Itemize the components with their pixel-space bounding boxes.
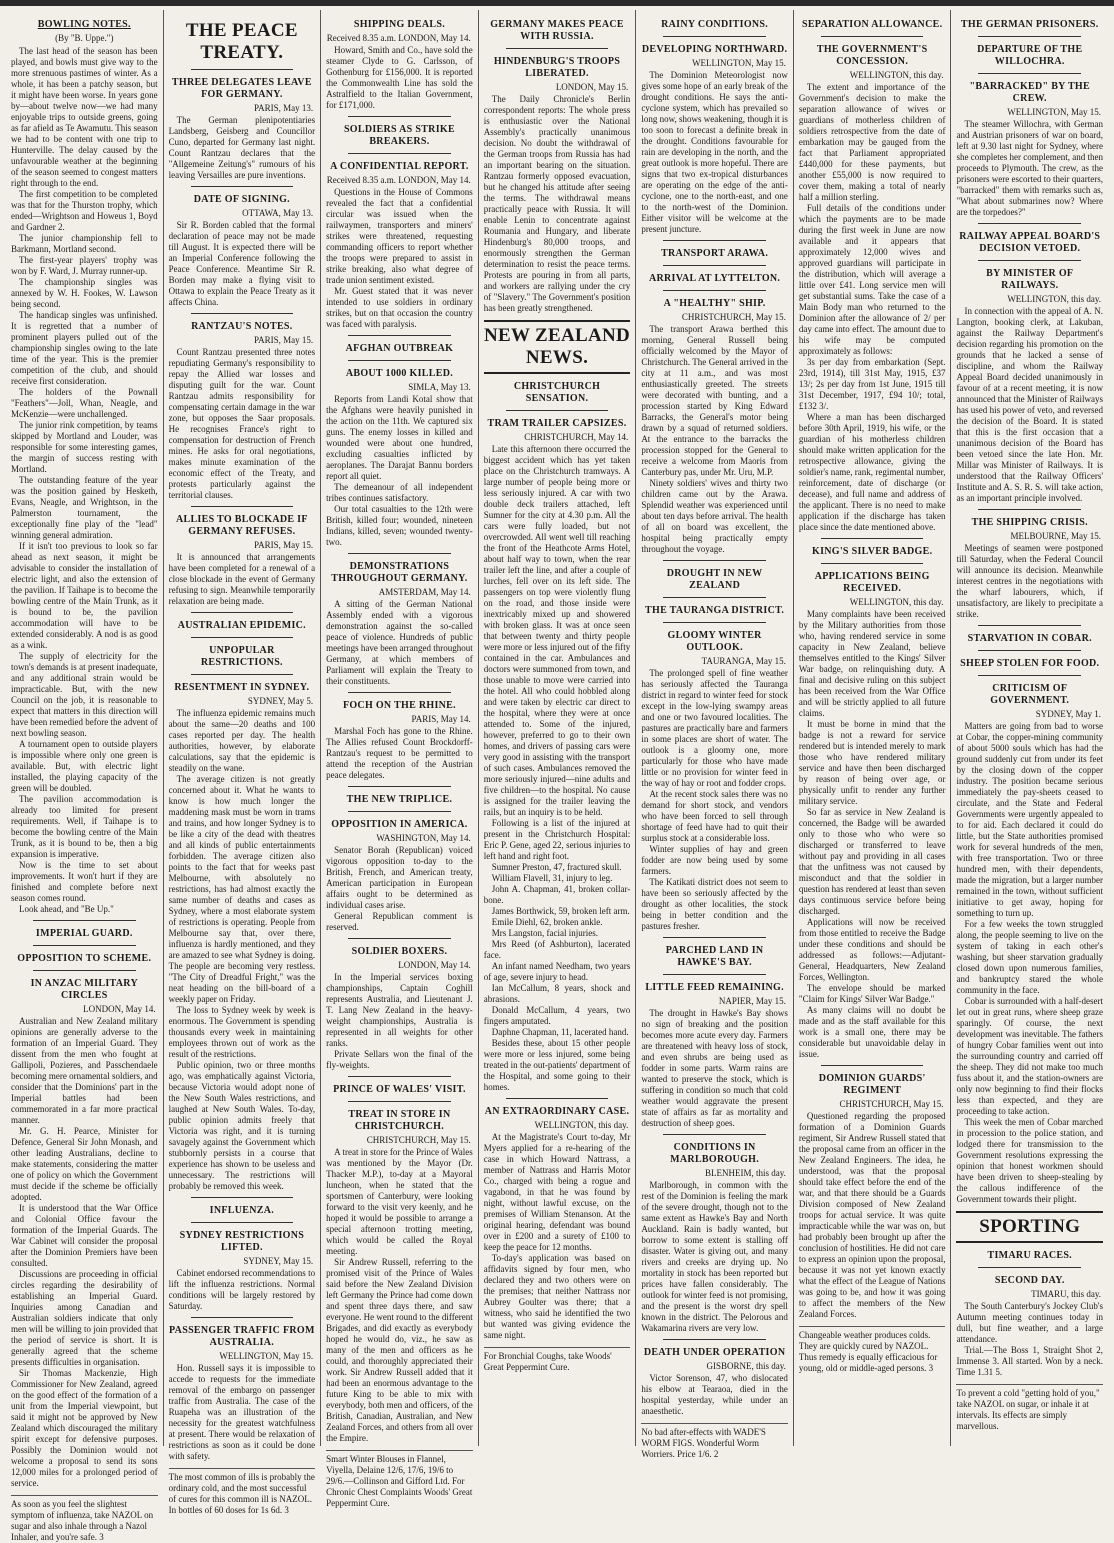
article-paragraph: The first-year players' trophy was won by F. Ward, J. Murray runner-up. bbox=[11, 255, 158, 276]
article-paragraph: The holders of the Pownall "Feathers"—Joll, Whan, Neagle, and McKenzie—were unchallenged. bbox=[11, 387, 158, 419]
divider bbox=[348, 786, 451, 787]
dateline: GISBORNE, this day. bbox=[706, 1361, 786, 1371]
divider bbox=[348, 360, 451, 361]
article-paragraph: James Borthwick, 59, broken left arm. bbox=[491, 906, 630, 916]
divider bbox=[191, 674, 294, 675]
headline: OPPOSITION IN AMERICA. bbox=[331, 819, 468, 830]
article-paragraph: Meetings of seamen were postponed till Saturday, when the Federal Council will announce its decision. Meanwhile interest centres in the negotiations with the wharf labourers, which, if unsatisfactory, are likely to precipitate a strike. bbox=[956, 543, 1104, 619]
article-paragraph: Donald McCallum, 4 years, two fingers amputated. bbox=[483, 1005, 631, 1026]
headline: APPLICATIONS BEING RECEIVED. bbox=[814, 571, 930, 594]
headline: TRAM TRAILER CAPSIZES. bbox=[487, 418, 627, 429]
divider bbox=[978, 223, 1081, 224]
article-paragraph: Applications will now be received from those entitled to receive the Badge under these conditions and should be addressed as follows:—Adjutant-General, Headquarters, New Zealand Forces, Wellington. bbox=[798, 917, 946, 982]
headline: RESENTMENT IN SYDNEY. bbox=[174, 682, 310, 693]
article-paragraph: The loss to Sydney week by week is enormous. The Government is spending thousands every week in maintaining employees thrown out of work as the result of the restrictions. bbox=[168, 1005, 316, 1059]
article-paragraph: Daphne Chapman, 11, lacerated hand. bbox=[491, 1027, 629, 1037]
divider bbox=[191, 313, 294, 314]
column-7 bbox=[951, 10, 1108, 1446]
dateline: WELLINGTON, May 15. bbox=[219, 1351, 314, 1361]
divider bbox=[663, 1134, 766, 1135]
article-paragraph: It is understood that the War Office and Colonial Office favour the formation of the Imperial Guards. The War Cabinet will consider the proposal after the Dominion Premiers have been consulted. bbox=[11, 1203, 158, 1268]
divider bbox=[348, 553, 451, 554]
divider bbox=[191, 506, 294, 507]
dateline: CHRISTCHURCH, May 15. bbox=[839, 1099, 944, 1109]
dateline: WELLINGTON, this day. bbox=[849, 70, 944, 80]
divider bbox=[663, 265, 766, 266]
headline: AUSTRALIAN EPIDEMIC. bbox=[177, 620, 306, 631]
article-paragraph: Trial.—The Boss 1, Straight Shot 2, Immense 3. All started. Won by a neck. Time 1.31 5. bbox=[956, 1345, 1104, 1377]
divider bbox=[348, 811, 451, 812]
divider bbox=[506, 48, 609, 49]
article-paragraph: Emile Diehl, 62, broken ankle. bbox=[491, 917, 603, 927]
divider bbox=[33, 920, 136, 921]
dateline: CHRISTCHURCH, May 14. bbox=[524, 432, 629, 442]
article-paragraph: At the Magistrate's Court to-day, Mr Myers applied for a re-hearing of the case in which Howard Nattrass, a member of Nattrass and Harris Motor Co., charged with being a rogue and vagabond, in that he was found by night, without lawful excuse, on the premises of William Stenanson. At the original hearing, defendant was bound over in £200 and a surety of £100 to keep the peace for 12 months. bbox=[483, 1132, 631, 1252]
dateline: AMSTERDAM, May 14. bbox=[378, 587, 471, 597]
section-banner bbox=[484, 320, 631, 374]
dateline: OTTAWA, May 13. bbox=[242, 208, 314, 218]
headline: ABOUT 1000 KILLED. bbox=[345, 368, 454, 379]
article-paragraph: The last head of the season has been played, and bowls must give way to the more strenuous pastimes of winter. As a whole, it has been a patchy season, but it might have been worse. In years gone by—about twelve now—we had many enjoyable trips to outside greens, going as far afield as Te Awamutu. This season we had to be content with one trip to Hunterville. The delay caused by the unfavourable weather at the beginning of the season seemed to congest matters right through to the end. bbox=[11, 46, 158, 188]
headline: SHEEP STOLEN FOR FOOD. bbox=[960, 658, 1100, 669]
column-1 bbox=[6, 10, 164, 1542]
article-paragraph: The Daily Chronicle's Berlin correspondent reports: The whole press is enthusiastic over the National Assembly's practically unanimous decision. No doubt the withdrawal of the German troops from Russia has had an important bearing on the situation. Rantzau formerly opposed evacuation, but he changed his attitude after seeing the terms. The withdrawal means practically peace with Russia. It will enable Lenin to concentrate against Roumania and Hungary, and liberate Hindenburg's 80,000 troops, and enormously strengthen the German determination to resist the peace terms. Protests are pouring in from all parts, and workers are rallying under the cry of "Slavery." The Government's position has been greatly strengthened. bbox=[483, 94, 631, 313]
article-paragraph: The pavilion accommodation is already too limited for present requirements. Well, if Taihape is to become the bowling centre of the Main Trunk, as it is bound to be, then a big expansion is imperative. bbox=[11, 794, 158, 859]
article-paragraph: Look ahead, and "Be Up." bbox=[19, 904, 114, 914]
headline: PASSENGER TRAFFIC FROM AUSTRALIA. bbox=[169, 1325, 315, 1348]
headline: RAINY CONDITIONS. bbox=[661, 19, 769, 30]
article-paragraph: Questions in the House of Commons revealed the fact that a confidential circular was issued when the railwaymen, transporters and miners' strikes were threatened, requesting commanding officers to report whether the troops were prepared to assist in strike breaking, also what degree of trade union sentiment existed. bbox=[326, 187, 473, 285]
divider bbox=[978, 650, 1081, 651]
article-paragraph: Mr. G. H. Pearce, Minister for Defence, General Sir John Monash, and other leading Australians, decline to make statements, considering the matter one of policy on which the Government must decide if the scheme be officially adopted. bbox=[11, 1126, 158, 1202]
headline: CHRISTCHURCH SENSATION. bbox=[513, 381, 601, 404]
dateline: SIMLA, May 13. bbox=[408, 382, 471, 392]
column-5 bbox=[636, 10, 794, 1459]
dateline: WELLINGTON, this day. bbox=[534, 1120, 629, 1130]
headline: SYDNEY RESTRICTIONS LIFTED. bbox=[179, 1230, 305, 1253]
dateline: PARIS, May 14. bbox=[411, 714, 471, 724]
divider bbox=[348, 1076, 451, 1077]
divider bbox=[191, 1222, 294, 1223]
headline: SHIPPING DEALS. bbox=[353, 19, 446, 30]
headline: DEPARTURE OF THE WILLOCHRA. bbox=[977, 44, 1083, 67]
divider bbox=[191, 186, 294, 187]
dateline: Received 8.35 a.m. LONDON, May 14. bbox=[326, 175, 471, 185]
headline: THE PEACE TREATY. bbox=[185, 20, 298, 63]
dateline: LONDON, May 15. bbox=[555, 82, 629, 92]
headline: LITTLE FEED REMAINING. bbox=[645, 982, 784, 993]
byline: (By "B. Uppe.") bbox=[55, 33, 114, 43]
article-paragraph: In connection with the appeal of A. N. Langton, booking clerk, at Lakuban, against the Railway Department's decision regarding his promotion on the grounds that he lacked a sense of discipline, and whom the Railway Appeal Board decided unanimously in favour of at a recent meeting, it is now announced that the Minister of Railways has used his power of veto, and reversed the decision of the Board. It is stated that this is the first occasion that a unanimous decision of the Board has been vetoed since the late Hon. Mr. Millar was Minister of Railways. It is understood that the Railway Officers' Institute and A. S. R. S. will take action, as an important principle involved. bbox=[956, 306, 1104, 503]
dateline: WELLINGTON, this day. bbox=[1007, 294, 1102, 304]
article-paragraph: Sir Thomas Mackenzie, High Commissioner for New Zealand, agreed on the good effect of the formation of a unit from the Imperial viewpoint, but said it might not be approved by New Zealand which discouraged the military spirit except for defensive purposes. Possibly the Dominion would not welcome a proposal to send its sons 12,000 miles for a prolonged period of service. bbox=[11, 1368, 158, 1488]
article-paragraph: So far as service in New Zealand is concerned, the Badge will be awarded only to those who who were so discharged or transferred to leave without pay and providing in all cases that the unfitness was not caused by misconduct and that the soldier in question has rendered at least than seven days continuous service before being discharged. bbox=[798, 807, 946, 916]
article-paragraph: Mrs Langston, facial injuries. bbox=[491, 928, 598, 938]
divider bbox=[348, 692, 451, 693]
headline: A CONFIDENTIAL REPORT. bbox=[330, 161, 469, 172]
column-4 bbox=[479, 10, 637, 1446]
article-paragraph: Winter supplies of hay and green fodder are now being used by some farmers. bbox=[641, 844, 788, 876]
article-paragraph: Sir R. Borden cabled that the formal declaration of peace may not be made till August. It is expected there will be an Imperial Conference following the Peace Conference. Meantime Sir R. Borden may make a flying visit to Ottawa to explain the Peace Treaty as it affects China. bbox=[168, 220, 316, 307]
article-paragraph: The envelope should be marked "Claim for Kings' Silver War Badge." bbox=[798, 983, 946, 1004]
divider bbox=[506, 410, 609, 411]
headline: STARVATION IN COBAR. bbox=[967, 633, 1092, 644]
divider bbox=[663, 290, 766, 291]
article-paragraph: Senator Borah (Republican) voiced vigorous opposition to-day to the British, French, and American treaty, American participation in European affairs ought to be determined as individual cases arise. bbox=[326, 845, 473, 910]
divider bbox=[348, 153, 451, 154]
headline: TIMARU RACES. bbox=[987, 1250, 1072, 1261]
divider bbox=[663, 622, 766, 623]
divider bbox=[33, 945, 136, 946]
article-paragraph: Mrs Reed (of Ashburton), lacerated face. bbox=[483, 939, 631, 960]
divider bbox=[663, 36, 766, 37]
column-2 bbox=[164, 10, 322, 1515]
headline: "BARRACKED" BY THE CREW. bbox=[969, 81, 1090, 104]
article-paragraph: It is announced that arrangements have been completed for a renewal of a close blockade in the event of Germany refusing to sign. Meanwhile temporarily relaxation are being made. bbox=[168, 552, 316, 606]
article-paragraph: Questioned regarding the proposed formation of a Dominion Guards regiment, Sir Andrew Russell stated that the proposal came from an officer in the New Zealand Engineers. The idea, he understood, was that the proposal should take effect before the end of the war, and that there should be a Guards Division composed of New Zealand troops for actual service. It was quite impracticable while the war was on, but had probably been brought up after the conclusion of hostilities. He did not care to express an opinion upon the proposal, because it was not yet known exactly what the effect of the League of Nations was going to be, and how it was going to affect the members of the New Zealand Forces. bbox=[798, 1111, 946, 1319]
headline: CONDITIONS IN MARLBOROUGH. bbox=[670, 1142, 760, 1165]
headline: DEVELOPING NORTHWARD. bbox=[641, 44, 788, 55]
headline: PARCHED LAND IN HAWKE'S BAY. bbox=[665, 945, 764, 968]
article-paragraph: Howard, Smith and Co., have sold the steamer Clyde to G. Carlsson, of Gothenburg for £156,000. It is reported the Commonwealth Line has sold the Astralfield to the Italian Government, for £171,000. bbox=[326, 45, 473, 110]
advertisement: Smart Winter Blouses in Flannel, Viyella, Delaine 12/6, 17/6, 19/6 to 29/6.—Collinson and Gifford Ltd. For Chronic Chest Complaints Woods' Great Peppermint Cure. bbox=[326, 1450, 473, 1509]
headline: THE GERMAN PRISONERS. bbox=[960, 19, 1099, 30]
article-paragraph: Matters are going from bad to worse at Cobar, the copper-mining community of about 5000 souls which has had the ground suddenly cut from under its feet by the closing down of the copper industry. The position became serious immediately the pay-sheets ceased to circulate, and the State and Federal Governments were urgently appealed to to for aid. Each declared it could do little, but the State authorities promised work for several hundreds of the men, with free transportation. Two or three hundred men, with their dependents, made the migration, but a larger number remained in the town, without sufficient initiative to get away, hoping for something to turn up. bbox=[956, 721, 1104, 918]
divider bbox=[348, 116, 451, 117]
divider bbox=[506, 1098, 609, 1099]
article-paragraph: The German plenipotentiaries Landsberg, Geisberg and Councillor Cuno, departed for Germany last night. Count Rantzau declares that the "Allgemeine Zeitung's" rumours of his leaving Versailles are pure inventions. bbox=[168, 115, 316, 180]
divider bbox=[978, 36, 1081, 37]
article-paragraph: Besides these, about 15 other people were more or less injured, some being treated in the out-patients' department of the Hospital, and some going to their homes. bbox=[483, 1038, 631, 1092]
article-paragraph: Ninety soldiers' wives and thirty two children came out by the Arawa. Splendid weather was experienced until about ten days before arrival. The health of all on board was excellent, the hospital being practically empty throughout the voyage. bbox=[641, 478, 788, 554]
article-paragraph: Mr. Guest stated that it was never intended to use soldiers in ordinary strikes, but on that occasion the country was faced with paralysis. bbox=[326, 286, 473, 329]
headline: PRINCE OF WALES' VISIT. bbox=[333, 1084, 466, 1095]
article-paragraph: The average citizen is not greatly concerned about it. What he wants to know is how much longer the maddening mask must be worn in trams and trains, and how longer Sydney is to be like a city of the dead with theatres and all kinds of public entertainments forbidden. The average citizen also points to the fact that for weeks past Melbourne, with absolutely no restrictions, has had almost exactly the same number of deaths and cases as Sydney, where a most elaborate system of restrictions is operating. People from Melbourne say that, over there, influenza is hardly mentioned, and they are amazed to see what Sydney is doing. The people are becoming very restless. "The City of Dreadful Fright," was the neat heading on the bill-board of a weekly paper on Friday. bbox=[168, 774, 316, 1004]
headline: THREE DELEGATES LEAVE FOR GERMANY. bbox=[171, 77, 312, 100]
headline: SOLDIER BOXERS. bbox=[351, 946, 448, 957]
article-paragraph: Marshal Foch has gone to the Rhine. The Allies refused Count Brockdorff-Rantzau's request to be permitted to attend the reception of the Austrian peace delegates. bbox=[326, 726, 473, 780]
divider bbox=[821, 1065, 924, 1066]
headline: BY MINISTER OF RAILWAYS. bbox=[986, 268, 1074, 291]
headline: KING'S SILVER BADGE. bbox=[811, 546, 933, 557]
divider bbox=[33, 970, 136, 971]
headline: RANTZAU'S NOTES. bbox=[191, 321, 293, 332]
article-paragraph: It must be borne in mind that the badge is not a reward for service rendered but is intended merely to mark those who have rendered military service and have then been discharged by reason of being over age, or physically unfit to render any further military service. bbox=[798, 719, 946, 806]
article-paragraph: For a few weeks the town struggled along, the people seeming to live on the system of taking in each other's washing, but sheer starvation gradually closed down upon numerous families, and bankruptcy stared the whole community in the face. bbox=[956, 919, 1104, 995]
divider bbox=[663, 560, 766, 561]
article-paragraph: Hon. Russell says it is impossible to accede to requests for the immediate removal of the embargo on passenger traffic from Australia. The case of the Ruapeha was an illustration of the necessity for the greatest watchfulness at present. There would be relaxation of restrictions as soon as it could be done with safety. bbox=[168, 1363, 316, 1461]
divider bbox=[978, 1267, 1081, 1268]
headline: GERMANY MAKES PEACE WITH RUSSIA. bbox=[490, 19, 624, 42]
headline: THE TAURANGA DISTRICT. bbox=[645, 605, 785, 616]
headline: OPPOSITION TO SCHEME. bbox=[17, 953, 152, 964]
article-paragraph: The drought in Hawke's Bay shows no sign of breaking and the position becomes more acute every day. Farmers are threatened with heavy loss of stock, and even shrubs are being used as fodder in some parts. Warm rains are wanted to preserve the stock, which is suffering in condition so much that cold weather would aggravate the present state of affairs as far as mortality and destruction of sheep goes. bbox=[641, 1008, 788, 1128]
headline: RAILWAY APPEAL BOARD'S DECISION VETOED. bbox=[959, 231, 1101, 254]
headline: HINDENBURG'S TROOPS LIBERATED. bbox=[493, 56, 621, 79]
article-paragraph: The junior rink competition, by teams skipped by Mortland and Louder, was responsible for some interesting games, the margin of success resting with Mortland. bbox=[11, 420, 158, 474]
article-paragraph: To-day's application was based on affidavits signed by four men, who declared they and two others were on the premises; that neither Nattrass nor Aubrey Goulter was there; that a witness, who said he identified the two but wanted was giving evidence the same night. bbox=[483, 1253, 631, 1340]
divider bbox=[191, 1317, 294, 1318]
headline: ARRIVAL AT LYTTELTON. bbox=[648, 273, 781, 284]
advertisement: As soon as you feel the slightest symptom of influenza, take NAZOL on sugar and also inhale through a Nazol Inhaler, and you're safe. 3 bbox=[11, 1495, 158, 1543]
section-title: SPORTING bbox=[979, 1216, 1081, 1237]
dateline: SYDNEY, May 15. bbox=[243, 1256, 314, 1266]
article-paragraph: At the recent stock sales there was no demand for short stock, and vendors who have been forced to sell through shortage of feed have had to quit their surplus stock at a considerable loss. bbox=[641, 789, 788, 843]
divider bbox=[348, 335, 451, 336]
article-paragraph: The handicap singles was unfinished. It is regretted that a number of prominent players pulled out of the championship singles owing to the late time of the year. This is the premier competition of the club, and should receive first consideration. bbox=[11, 310, 158, 386]
headline: A "HEALTHY" SHIP. bbox=[663, 298, 766, 309]
headline: IMPERIAL GUARD. bbox=[35, 928, 133, 939]
article-paragraph: Sir Andrew Russell, referring to the promised visit of the Prince of Wales said before the New Zealand Division left Germany the Prince had come down and spent three days there, and saw everyone. He went round to the different Brigades, and did exactly as everybody hoped he would do, viz., he saw as many of the men and officers as he could, and thoroughly appreciated their work. Sir Andrew Russell added that it had been an enormous advantage to the future King to be able to mix with everybody, both men and officers, of the British, Canadian, Australian, and New Zealand Forces, and others from all over the Empire. bbox=[326, 1257, 473, 1443]
headline: ALLIES TO BLOCKADE IF GERMANY REFUSES. bbox=[175, 514, 308, 537]
dateline: Received 8.35 a.m. LONDON, May 14. bbox=[326, 33, 471, 43]
article-paragraph: The championship singles was annexed by W. H. Fookes, W. Lawson being second. bbox=[11, 277, 158, 309]
dateline: CHRISTCHURCH, May 15. bbox=[366, 1135, 471, 1145]
headline: DROUGHT IN NEW ZEALAND bbox=[666, 568, 763, 591]
headline: THE GOVERNMENT'S CONCESSION. bbox=[816, 44, 928, 67]
divider bbox=[191, 637, 294, 638]
headline: DOMINION GUARDS' REGIMENT bbox=[818, 1073, 926, 1096]
headline: IN ANZAC MILITARY CIRCLES bbox=[30, 978, 138, 1001]
divider bbox=[978, 73, 1081, 74]
dateline: BLENHEIM, this day. bbox=[704, 1168, 786, 1178]
dateline: PARIS, May 15. bbox=[253, 540, 314, 550]
divider bbox=[978, 260, 1081, 261]
article-paragraph: Australian and New Zealand military opinions are generally adverse to the formation of an Imperial Guard. They dissent from the men who fought at Gallipoli, Pozieres, and Passchendaele becoming mere ornamental soldiers, and consider that the Dominions' part in the Imperial battles had been commemorated in a far more practical manner. bbox=[11, 1016, 158, 1125]
article-paragraph: The steamer Willochra, with German and Austrian prisoners of war on board, left at 9.30 last night for Sydney, where she completes her complement, and then proceeds to Plymouth. The crew, as the prisoners were escorted to their quarters, "barracked" them with remarks such as, "What about submarines now? Where are the torpedoes?" bbox=[956, 119, 1104, 217]
headline: DEATH UNDER OPERATION bbox=[643, 1347, 786, 1358]
article-paragraph: Our total casualties to the 12th were British, killed four; wounded, nineteen Indians, killed, seven; wounded twenty-two. bbox=[326, 504, 473, 547]
divider bbox=[978, 509, 1081, 510]
article-paragraph: Cobar is surrounded with a half-desert let out in great runs, where sheep graze sparingly. Of course, the next development was inevitable. The fathers of hungry Cobar families went out into the surrounding country and carried off the sheep. They did not make too much fuss about it, and the station-owners are only now beginning to find their flocks less than expected, and they are proceeding to take action. bbox=[956, 996, 1104, 1116]
article-paragraph: The junior championship fell to Barkmann, Mortland second. bbox=[11, 233, 158, 254]
headline: GLOOMY WINTER OUTLOOK. bbox=[667, 630, 762, 653]
advertisement: For Bronchial Coughs, take Woods' Great Peppermint Cure. bbox=[484, 1347, 631, 1373]
dateline: PARIS, May 15. bbox=[253, 335, 314, 345]
divider bbox=[821, 36, 924, 37]
article-paragraph: Private Sellars won the final of the fly-weights. bbox=[326, 1049, 473, 1070]
divider bbox=[191, 1197, 294, 1198]
dateline: SYDNEY, May 5. bbox=[247, 696, 314, 706]
advertisement: No bad after-effects with WADE'S WORM FIGS. Wonderful Worm Worriers. Price 1/6. 2 bbox=[641, 1423, 788, 1460]
article-paragraph: The Katikati district does not seem to have been so seriously affected by the drought as other localities, the stock being in better condition and the pastures fresher. bbox=[641, 877, 788, 931]
article-paragraph: Discussions are proceeding in official circles regarding the desirability of establishing an Imperial Guard. Inquiries among Canadian and Australian soldiers indicate that only men will be willing to join provided that the period of service is short. It is generally agreed that the scheme presents difficulties in organisation. bbox=[11, 1269, 158, 1367]
article-paragraph: 3s per day from embarkation (Sept. 23rd, 1914), till 31st May, 1915, £37 13/; 2s per day from 1st June, 1915 till 31st December, 1917, £94 10/; total, £132 3/. bbox=[798, 357, 946, 411]
dateline: SYDNEY, May 1. bbox=[1035, 709, 1102, 719]
article-paragraph: John A. Chapman, 41, broken collar-bone. bbox=[483, 884, 631, 905]
article-paragraph: A treat in store for the Prince of Wales was mentioned by the Mayor (Dr. Thacker M.P.), to-day at a Mayoral luncheon, when he stated that the sportsmen of Canterbury, were looking forward to the visit very keenly, and he hoped it would be possible to arrange a special afternoon trotting meeting, which would be called the Royal meeting. bbox=[326, 1147, 473, 1256]
dateline: MELBOURNE, May 15. bbox=[1010, 531, 1102, 541]
dateline: WELLINGTON, May 15. bbox=[1007, 107, 1102, 117]
article-paragraph: The transport Arawa berthed this morning, General Russell being officially welcomed by the Mayor of Christchurch. The General arrived in the city at 11 a.m., and was most enthusiastically greeted. The streets were decorated with bunting, and a procession started by King Edward Barracks, the General's motor being drawn by a squad of returned soldiers. At the entrance to the barracks the procession stopped for the General to receive a welcome from Maoris from Canterbury pas, under Mr. Uru, M.P. bbox=[641, 324, 788, 477]
divider bbox=[821, 538, 924, 539]
headline: DATE OF SIGNING. bbox=[193, 194, 290, 205]
headline: INFLUENZA. bbox=[209, 1205, 275, 1216]
section-title: NEW ZEALAND NEWS. bbox=[484, 325, 631, 368]
article-paragraph: The South Canterbury's Jockey Club's Autumn meeting continues today in dull, but fine weather, and a large attendance. bbox=[956, 1301, 1104, 1344]
divider bbox=[348, 1101, 451, 1102]
article-paragraph: A sitting of the German National Assembly ended with a vigorous demonstration against the so-called peace of violence. Hundreds of public meetings have been arranged throughout Germany, at which members of Parliament will explain the Treaty to their constituents. bbox=[326, 599, 473, 686]
headline: DEMONSTRATIONS THROUGHOUT GERMANY. bbox=[331, 561, 468, 584]
article-paragraph: Now is the time to set about improvements. It won't hurt if they are finished and complete before next season comes round. bbox=[11, 860, 158, 903]
divider bbox=[663, 240, 766, 241]
article-paragraph: The Dominion Meteorologist now gives some hope of an early break of the drought conditions. He says the anti-cyclone system, which has prevailed so long now, shows weakening, though it is too soon to forecast a definite break in the drought. Conditions favourable for rain are developing in the north, and the great outlook is more hopeful. There are signs that two ex-tropical disturbances are operating on the edge of the anti-cyclone, one to the north-east, and one to the north-west of the Dominion. Either visitor will be welcome at the present juncture. bbox=[641, 70, 788, 234]
dateline: CHRISTCHURCH, May 15. bbox=[681, 312, 786, 322]
article-paragraph: Cabinet endorsed recommendations to lift the influenza restrictions. Normal conditions will be largely restored by Saturday. bbox=[168, 1268, 316, 1311]
column-3 bbox=[321, 10, 479, 1508]
article-paragraph: General Republican comment is reserved. bbox=[326, 911, 473, 932]
divider bbox=[663, 937, 766, 938]
headline: BOWLING NOTES. bbox=[37, 19, 131, 30]
divider bbox=[663, 1339, 766, 1340]
article-paragraph: Public opinion, two or three months ago, was emphatically against Victoria, because Victoria would adopt none of the New South Wales restrictions, and laughed at New South Wales. To-day, public opinion admits freely that Victoria was right, and it is turning savagely against the Government which stubbornly persists in a course that experience has shown to be useless and unnecessary. The restrictions will probably be removed this week. bbox=[168, 1060, 316, 1191]
article-paragraph: The supply of electricity for the town's demands is at present inadequate, and any additional strain would be impracticable. But, with the new Council on the job, it is reasonable to expect that matters in this direction will have been remedied before the advent of next bowling season. bbox=[11, 651, 158, 738]
dateline: TIMARU, this day. bbox=[1031, 1289, 1102, 1299]
article-paragraph: If it isn't too previous to look so far ahead as next season, it might be advisable to consider the installation of electric light, and also the extension of the pavilion. If Taihape is to become the bowling centre of the Main Trunk, as it is bound to be, the pavilion accommodation will have to be extended considerably. A nod is as good as a wink. bbox=[11, 541, 158, 650]
headline: UNPOPULAR RESTRICTIONS. bbox=[200, 645, 283, 668]
divider bbox=[978, 675, 1081, 676]
article-paragraph: Count Rantzau presented three notes repudiating Germany's responsibility to repay the Allied war losses and disputing guilt for the war. Count Rantzau admits responsibility for compensating certain damage in the war zone, but opposes the Saar proposals. He recognises France's right to compensation for destruction of French mines. He asks for oral negotiations, makes minute examination of the economic effect of the Treaty, and protests particularly against the territorial clauses. bbox=[168, 347, 316, 500]
dateline: WASHINGTON, May 14. bbox=[376, 833, 471, 843]
article-paragraph: Ian McCallum, 8 years, shock and abrasions. bbox=[483, 983, 631, 1004]
newspaper-page bbox=[6, 10, 1108, 1542]
divider bbox=[978, 625, 1081, 626]
headline: TREAT IN STORE IN CHRISTCHURCH. bbox=[348, 1109, 451, 1132]
headline: SOLDIERS AS STRIKE BREAKERS. bbox=[343, 124, 455, 147]
headline: THE SHIPPING CRISIS. bbox=[971, 517, 1088, 528]
article-paragraph: The influenza epidemic remains much about the same—20 deaths and 100 cases reported per day. The health authorities, however, by elaborate calculations, say that the epidemic is steadily on the wane. bbox=[168, 708, 316, 773]
headline: THE NEW TRIPLICE. bbox=[346, 794, 453, 805]
article-paragraph: Sumner Preston, 47, fractured skull. bbox=[491, 862, 622, 872]
advertisement: Changeable weather produces colds. They are quickly cured by NAZOL. Thus remedy is equally efficacious for young, old or middle-aged persons. 3 bbox=[799, 1326, 946, 1374]
article-paragraph: Reports from Landi Kotal show that the Afghans were heavily punished in the action on the 11th. We captured six guns. The enemy losses in killed and wounded were about one hundred, excluding casualties inflicted by aeroplanes. The Darajat Bannu borders report all quiet. bbox=[326, 394, 473, 481]
divider bbox=[663, 974, 766, 975]
divider bbox=[821, 563, 924, 564]
article-paragraph: Victor Sorenson, 47, who dislocated his elbow at Tearaoa, died in the hospital yesterday, while under an anaesthetic. bbox=[641, 1373, 788, 1416]
dateline: TAURANGA, May 15. bbox=[701, 656, 786, 666]
headline: SECOND DAY. bbox=[994, 1275, 1065, 1286]
article-paragraph: Following is a list of the injured at present in the Christchurch Hospital: Eric P. Gene, aged 22, serious injuries to left hand and right foot. bbox=[483, 818, 631, 861]
article-paragraph: Full details of the conditions under which the payments are to be made during the first week in June are now available and it appears that approximately 12,000 wives and approved guardians will participate in the distribution, which will average a little over £41. Long service men will get substantial sums. Take the case of a Main Body man who returned to the Dominion after the allowance of 2/ per day came into effect. The amount due to his wife may be computed approximately as follows: bbox=[798, 203, 946, 356]
advertisement: The most common of ills is probably the ordinary cold, and the most successful of cures for this common ill is NAZOL. In bottles of 60 doses for 1s 6d. 3 bbox=[169, 1468, 316, 1516]
article-paragraph: William Flavell, 31, injury to leg. bbox=[491, 873, 613, 883]
divider bbox=[191, 612, 294, 613]
article-paragraph: The outstanding feature of the year was the position gained by Hesketh, Evans, Neagle, and Wrightson, in the Palmerston tournament, the exceptionally fine play of the "lead" winning general admiration. bbox=[11, 475, 158, 540]
column-6 bbox=[794, 10, 952, 1446]
headline: AN EXTRAORDINARY CASE. bbox=[484, 1106, 630, 1117]
dateline: PARIS, May 13. bbox=[253, 103, 314, 113]
article-paragraph: In the Imperial services boxing championships, Captain Coghill represents Australia, and Lieutenant J. T. Lang New Zealand in the heavy-weight championships, Australia is represented in all weights for other ranks. bbox=[326, 972, 473, 1048]
article-paragraph: This week the men of Cobar marched in procession to the police station, and lodged there for transmission to the Government resolutions expressing the opinion that honest workmen should have been driven to sheep-stealing by the callous indifference of the Government towards their plight. bbox=[956, 1117, 1104, 1204]
headline: SEPARATION ALLOWANCE. bbox=[801, 19, 943, 30]
article-paragraph: Late this afternoon there occurred the biggest accident which has yet taken place on the Christchurch tramways. A large number of people being more or less seriously injured. A car with two double deck trailers attached, left Sumner for the city at 4.30 p.m. All the cars were fully loaded, but not overcrowded. All went well till reaching the front of the Heathcote Arms Hotel, about half way to town, when the rear trailer left the line, and after a couple of lurches, fell over on its left side. The passengers on top were violently flung on the road, and those inside were inextricably mixed up and showered with broken glass. It was at once seen that between twenty and thirty people were more or less injured out of the fifty contained in the car. Ambulances and doctors were summoned from town, and those unable to move were carried into the hotel. All who could hobbled along and were taken by electric car direct to the hospital, where they were at once attended to. Some of the injured, however, preferred to go to their own homes, and drivers of passing cars were very good in assisting with the transport of such cases. Ambulances removed the more seriously injured—nine adults and five children—to the hospital. No cause is assigned for the trailer leaving the rails, but an inquiry is to be held. bbox=[483, 444, 631, 817]
divider bbox=[348, 938, 451, 939]
headline: CRITICISM OF GOVERNMENT. bbox=[990, 683, 1070, 706]
article-paragraph: Marlborough, in common with the rest of the Dominion is feeling the mark of the severe drought, though not to the same extent as Hawke's Bay and North Auckland. Rain is badly wanted, but borrow to some extent is stalling off disaster. Water is giving out, and many rivers and creeks are drying up. No mortality in stock has been reported but prices have fallen considerably. The outlook for winter feed is not promising, and the present is the worst dry spell known in the district. The Pelorous and Wakamarina rivers are very low. bbox=[641, 1180, 788, 1333]
article-paragraph: The demeanour of all independent tribes continues satisfactory. bbox=[326, 482, 473, 503]
dateline: WELLINGTON, May 15. bbox=[692, 58, 786, 68]
article-paragraph: Where a man has been discharged before 30th April, 1919, his wife, or the guardian of his motherless children should make written application for the retrospective allowance, giving the soldier's name, rank, regimental number, reinforcement, date of discharge (or decease), and full name and address of the applicant. There is no need to make application if the discharge has taken place since the date mentioned above. bbox=[798, 412, 946, 532]
article-paragraph: An infant named Needham, two years of age, severe injury to head. bbox=[483, 961, 631, 982]
article-paragraph: Many complaints have been received by the Military authorities from those who, having rendered service in some capacity in New Zealand, believe themselves entitled to the Kings' Silver War badge, on relinquishing duty. A final and decisive ruling on this subject has been received from the War Office and will be strictly applied to all future claims. bbox=[798, 609, 946, 718]
dateline: LONDON, May 14. bbox=[83, 1004, 156, 1014]
dateline: WELLINGTON, this day. bbox=[849, 597, 944, 607]
headline: TRANSPORT ARAWA. bbox=[661, 248, 769, 259]
article-paragraph: A tournament open to outside players is impossible where only one green is available. But, with electric light installed, the playing capacity of the green will be doubled. bbox=[11, 739, 158, 793]
headline: AFGHAN OUTBREAK bbox=[345, 343, 454, 354]
page-top-rule bbox=[0, 0, 1114, 6]
dateline: LONDON, May 14. bbox=[398, 960, 471, 970]
dateline: NAPIER, May 15. bbox=[718, 996, 786, 1006]
divider bbox=[191, 69, 294, 70]
headline: FOCH ON THE RHINE. bbox=[342, 700, 456, 711]
advertisement: To prevent a cold "getting hold of you," take NAZOL on sugar, or inhale it at intervals. Its effects are simply marvellous. bbox=[956, 1384, 1103, 1432]
section-banner bbox=[956, 1211, 1103, 1243]
article-paragraph: The extent and importance of the Government's decision to make the separation allowance of wives or guardians of motherless children of soldiers retrospective from the date of embarkation may be gauged from the fact that Parliament appropriated £440,000 for these payments, but another £55,000 is now required to cover them, making a total of nearly half a million sterling. bbox=[798, 82, 946, 202]
divider bbox=[663, 597, 766, 598]
article-paragraph: The prolonged spell of fine weather has seriously affected the Tauranga district in regard to winter feed for stock except in the low-lying swampy areas and one or two favoured localities. The pastures are practically bare and farmers in some places are short of water. The outlook is a gloomy one, more particularly for those who have made little or no provision for winter feed in the way of hay or root and fodder crops. bbox=[641, 668, 788, 788]
article-paragraph: The first competition to be completed was that for the Thurston trophy, which ended—Wrightson and Howeus 1, Boyd and Gardner 2. bbox=[11, 189, 158, 232]
article-paragraph: As many claims will no doubt be made and as the staff available for this work is a small one, there may be considerable but unavoidable delay in issue. bbox=[798, 1005, 946, 1059]
